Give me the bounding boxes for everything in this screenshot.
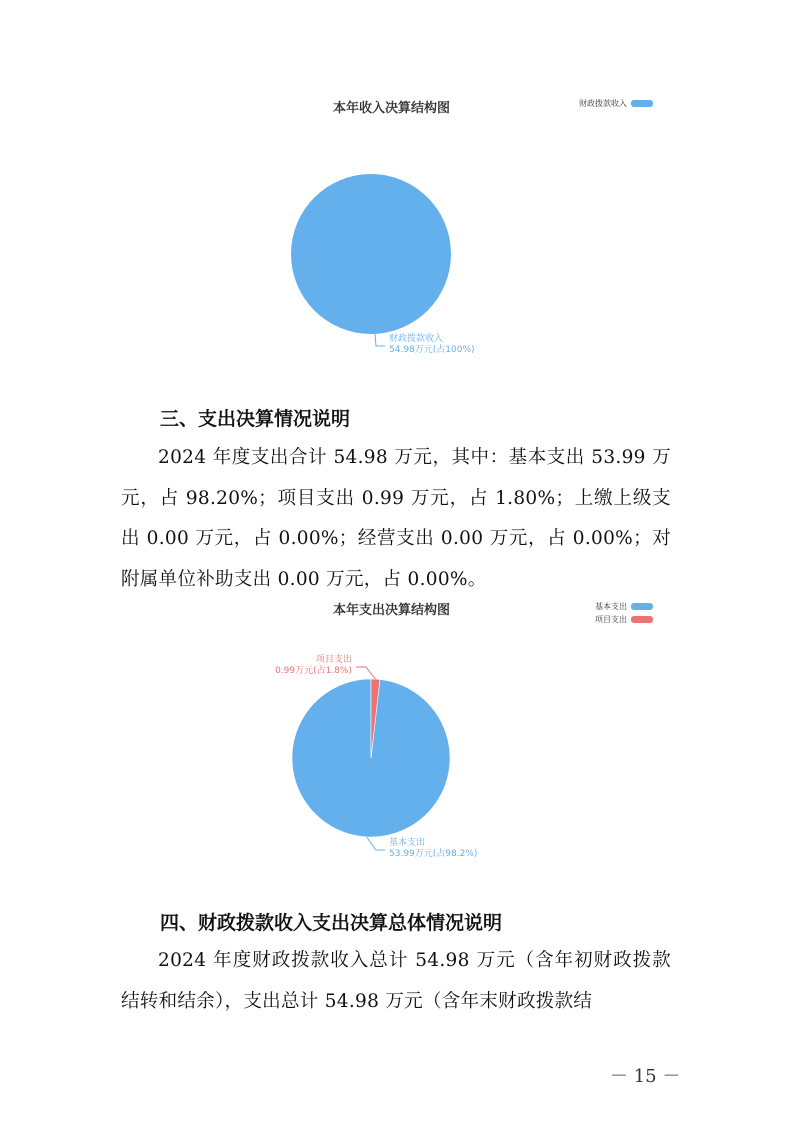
legend-label-basic: 基本支出: [595, 602, 627, 611]
income-chart-title: 本年收入决算结构图: [333, 101, 451, 116]
section-3-text: 2024 年度支出合计 54.98 万元，其中：基本支出 53.99 万元，占 98.20%；项目支出 0.99 万元，占 1.80%；上缴上级支出 0.00 万元，占 0.00%；经营支出 0.00 万元，占 0.00%；对附属单位补助支出 0.00 万元，占 0.00%。: [121, 447, 671, 590]
chart2-slice-value-label-0: 53.99万元(占98.2%): [389, 849, 478, 859]
expenditure-chart-title: 本年支出决算结构图: [333, 603, 451, 618]
chart1-slice-name-label-0: 财政拨款收入: [389, 334, 444, 344]
legend-label-fiscal-income: 财政拨款收入: [579, 99, 627, 108]
section-4-paragraph: [121, 941, 671, 1022]
chart1-slice-0: [291, 174, 451, 334]
chart2-leader-line-1: [356, 667, 375, 679]
income-pie-chart: [0, 0, 793, 400]
expenditure-pie-chart: [0, 600, 793, 900]
chart2-slice-value-label-1: 0.99万元(占1.8%): [275, 666, 352, 676]
chart2-leader-line-0: [367, 837, 385, 850]
section-3-paragraph: [121, 438, 671, 600]
chart1-slice-value-label-0: 54.98万元(占100%): [389, 345, 475, 355]
chart1-leader-line-0: [375, 334, 385, 346]
legend-label-project: 项目支出: [595, 615, 627, 624]
section-4-text: 2024 年度财政拨款收入总计 54.98 万元（含年初财政拨款结转和结余），支出总计 54.98 万元（含年末财政拨款结: [121, 950, 671, 1012]
section-3-heading: 三、支出决算情况说明: [160, 408, 351, 430]
section-4-heading: 四、财政拨款收入支出决算总体情况说明: [160, 912, 503, 934]
chart2-slice-name-label-0: 基本支出: [389, 838, 426, 848]
page-number: － 15 －: [610, 1066, 681, 1087]
chart2-slice-name-label-1: 项目支出: [315, 655, 352, 665]
